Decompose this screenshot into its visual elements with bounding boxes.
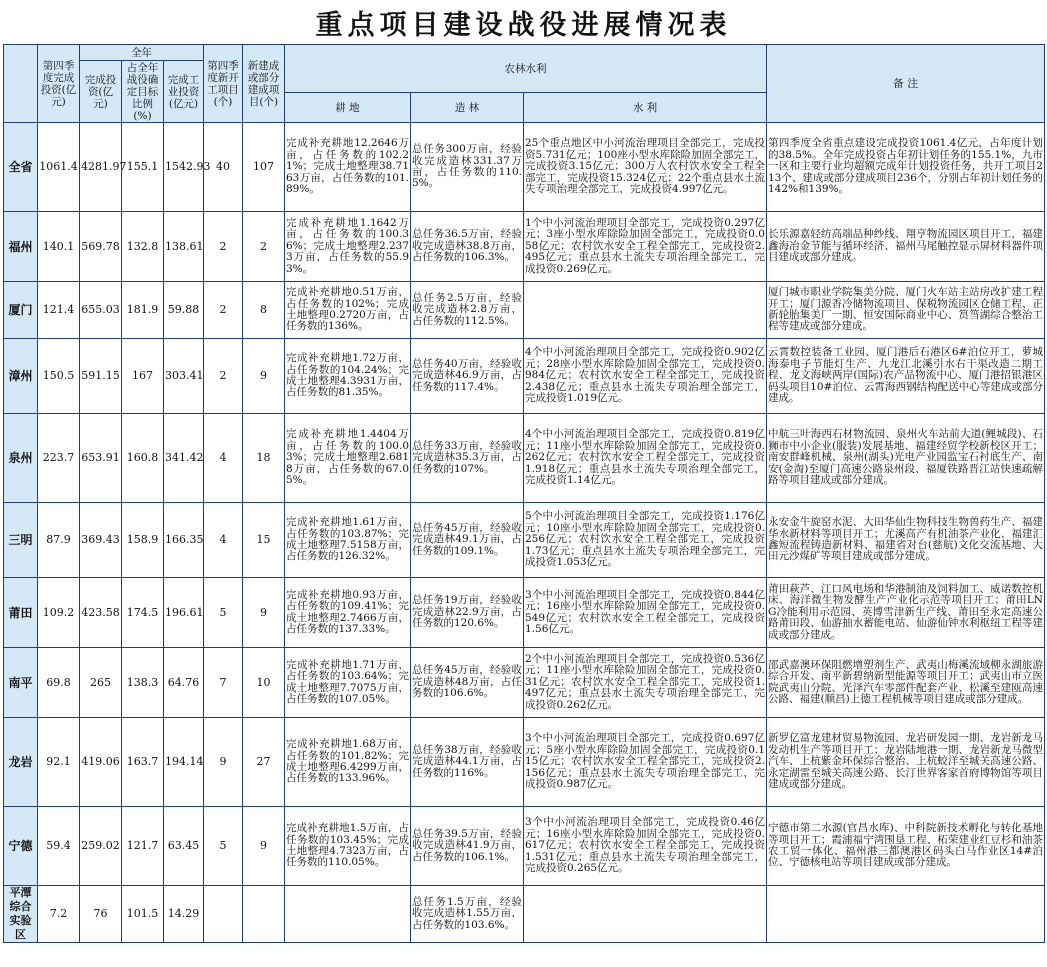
farmland-cell: 完成补充耕地1.68万亩，占任务数的101.82%；完成土地整理6.4299万亩，占任务数的133.96%。: [285, 718, 411, 807]
q4-new-cell: 2: [204, 282, 243, 339]
q4-invest-cell: 92.1: [38, 718, 80, 807]
completed-cell: 15: [243, 503, 285, 578]
q4-new-cell: 4: [204, 414, 243, 503]
q4-invest-cell: 7.2: [38, 886, 80, 943]
completed-cell: 8: [243, 282, 285, 339]
year-invest-cell: 4281.97: [80, 123, 122, 212]
remark-cell: 长乐源嘉轻纺高端品种纱线、翔亨物流园区项目开工，福建鑫海冶金节能与循环经济、福州马尾触控显示屏材料器件项目建成或部分建成。: [767, 212, 1045, 282]
water-cell: [524, 282, 767, 339]
water-cell: 1个中小河流治理项目全部完工，完成投资0.297亿元；3座小型水库除险加固全部完工，完成投资0.058亿元；农村饮水安全工程全部完工，完成投资2.495亿元；重点县水土流失专项治理全部完工，完成投资0.269亿元。: [524, 212, 767, 282]
water-cell: 3个中小河流治理项目全部完工，完成投资0.844亿元；16座小型水库除险加固全部完工，完成投资0.549亿元；农村饮水安全工程全部完工，完成投资1.56亿元。: [524, 578, 767, 648]
farmland-cell: 完成补充耕地1.61万亩，占任务数的103.87%；完成土地整理7.5158万亩，占任务数的126.32%。: [285, 503, 411, 578]
q4-invest-cell: 1061.4: [38, 123, 80, 212]
remark-cell: 永安金牛旋窑水泥、大田华仙生物科技生物兽药生产、福建华水新材料等项目开工；尤溪高产有机油茶产业化、福建汇鑫短流程铸造新材料、福建省对台(慈航)文化交流基地、大田元沙煤矿等项目建成或部分建成。: [767, 503, 1045, 578]
ratio-cell: 121.7: [122, 807, 164, 886]
q4-invest-cell: 69.8: [38, 648, 80, 718]
remark-cell: 厦门城市职业学院集美分院、厦门火车站主站房改扩建工程开工；厦门源香冷储物流项目、保税物流园区仓储工程、正新轮胎集美厂一期、恒安国际商业中心、筼筜湖综合整治工程等建成或部分建成。: [767, 282, 1045, 339]
table-row: [4, 414, 1045, 503]
q4-new-cell: 4: [204, 503, 243, 578]
ratio-cell: 101.5: [122, 886, 164, 943]
q4-new-cell: 7: [204, 648, 243, 718]
q4-invest-cell: 87.9: [38, 503, 80, 578]
ratio-cell: 132.8: [122, 212, 164, 282]
table-row: [4, 282, 1045, 339]
region-header: [4, 45, 38, 123]
forest-cell: 总任务39.5万亩，经验收完成造林41.9万亩，占任务数的106.1%。: [411, 807, 524, 886]
completed-cell: 9: [243, 578, 285, 648]
table-body: [4, 123, 1045, 943]
water-header: 水 利: [524, 93, 767, 123]
region-cell: 平潭综合实验区: [4, 886, 38, 943]
completed-cell: 18: [243, 414, 285, 503]
table-row: [4, 578, 1045, 648]
q4-new-header: 第四季度新开工项目(个): [204, 45, 243, 123]
table-row: [4, 886, 1045, 943]
remark-cell: 莆田萩芦、江口风电场和华港制油及饲料加工、威诺数控机床、海洋微生物发酵生产产业化示范等项目开工；莆田LNG冷能利用示范园、英博雪津新生产线、莆田至永定高速公路莆田段、仙游抽水蓄能电站、仙游仙钟水利枢纽工程等建成或部分建成。: [767, 578, 1045, 648]
remark-cell: 第四季度全省重点建设完成投资1061.4亿元，占年度计划的38.5%。全年完成投资占年初计划任务的155.1%，九市一区和主要行业均超额完成年计划投资任务，共开工项目213个、建成或部分建成项目236个，分别占年初计划任务的142%和139%。: [767, 123, 1045, 212]
water-cell: 4个中小河流治理项目全部完工，完成投资0.819亿元；11座小型水库除险加固全部完工，完成投资0.262亿元；农村饮水安全工程全部完工，完成投资1.918亿元；重点县水土流失专项治理全部完工，完成投资1.14亿元。: [524, 414, 767, 503]
forest-cell: 总任务38万亩，经验收完成造林44.1万亩，占任务数的116%。: [411, 718, 524, 807]
completed-cell: 2: [243, 212, 285, 282]
forest-cell: 总任务1.5万亩，经验收完成造林1.55万亩，占任务数的103.6%。: [411, 886, 524, 943]
industrial-cell: 59.88: [164, 282, 204, 339]
year-invest-cell: 653.91: [80, 414, 122, 503]
q4-new-cell: [204, 886, 243, 943]
table-row: [4, 123, 1045, 212]
region-cell: 厦门: [4, 282, 38, 339]
forest-header: 造 林: [411, 93, 524, 123]
region-cell: 龙岩: [4, 718, 38, 807]
industrial-cell: 64.76: [164, 648, 204, 718]
forest-cell: 总任务33万亩，经验收完成造林35.3万亩，占任务数的107%。: [411, 414, 524, 503]
full-year-header: 全年: [80, 45, 204, 61]
water-cell: 25个重点地区中小河流治理项目全部完工，完成投资5.731亿元；100座小型水库除险加固全部完工，完成投资3.15亿元；300万人农村饮水安全工程全部完工，完成投资15.324亿元；22个重点县水土流失专项治理全部完工，完成投资4.997亿元。: [524, 123, 767, 212]
farmland-cell: 完成补充耕地12.2646万亩，占任务数的102.21%；完成土地整理38.7163万亩，占任务数的101.89%。: [285, 123, 411, 212]
q4-invest-cell: 109.2: [38, 578, 80, 648]
ratio-cell: 181.9: [122, 282, 164, 339]
remark-cell: [767, 886, 1045, 943]
q4-invest-cell: 140.1: [38, 212, 80, 282]
farmland-cell: 完成补充耕地1.4404万亩，占任务数的100.03%；完成土地整理2.6818万亩，占任务数的67.05%。: [285, 414, 411, 503]
forest-cell: 总任务19万亩，经验收完成造林22.9万亩，占任务数的120.6%。: [411, 578, 524, 648]
year-invest-cell: 76: [80, 886, 122, 943]
q4-new-cell: 2: [204, 339, 243, 414]
water-cell: 3个中小河流治理项目全部完工，完成投资0.46亿元；16座小型水库除险加固全部完工，完成投资0.617亿元；农村饮水安全工程全部完工，完成投资1.531亿元；重点县水土流失专项治理全部完工，完成投资0.265亿元。: [524, 807, 767, 886]
q4-new-cell: 5: [204, 578, 243, 648]
industrial-cell: 14.29: [164, 886, 204, 943]
ratio-cell: 138.3: [122, 648, 164, 718]
ratio-cell: 160.8: [122, 414, 164, 503]
water-cell: 4个中小河流治理项目全部完工，完成投资0.902亿元；28座小型水库除险加固全部完工，完成投资0.984亿元；农村饮水安全工程全部完工，完成投资2.438亿元；重点县水土流失专项治理全部完工，完成投资1.019亿元。: [524, 339, 767, 414]
water-cell: [524, 886, 767, 943]
year-invest-cell: 369.43: [80, 503, 122, 578]
table-row: [4, 648, 1045, 718]
industrial-cell: 166.35: [164, 503, 204, 578]
forest-cell: 总任务2.5万亩，经验收完成造林2.8万亩，占任务数的112.5%。: [411, 282, 524, 339]
ratio-cell: 155.1: [122, 123, 164, 212]
completed-cell: [243, 886, 285, 943]
ratio-cell: 167: [122, 339, 164, 414]
q4-invest-header: 第四季度完成投资(亿元): [38, 45, 80, 123]
remark-cell: 新罗亿富龙建材贸易物流园、龙岩研发园一期、龙岩新龙马发动机生产等项目开工；龙岩陆地港一期、龙岩新龙马微型汽车、上杭紫金环保综合整治、上杭蛟洋至城关高速公路、永定湖雷至城关高速公路、长汀世界客家首府博物馆等项目建成或部分建成。: [767, 718, 1045, 807]
remarks-header: 备 注: [767, 45, 1045, 123]
farmland-cell: 完成补充耕地1.72万亩，占任务数的104.24%；完成土地整理4.3931万亩，占任务数的81.35%。: [285, 339, 411, 414]
year-invest-cell: 265: [80, 648, 122, 718]
progress-table: [3, 44, 1045, 943]
industrial-cell: 138.61: [164, 212, 204, 282]
table-row: [4, 503, 1045, 578]
table-row: [4, 212, 1045, 282]
forest-cell: 总任务40万亩，经验收完成造林46.9万亩，占任务数的117.4%。: [411, 339, 524, 414]
q4-new-cell: 5: [204, 807, 243, 886]
region-cell: 福州: [4, 212, 38, 282]
completed-cell: 107: [243, 123, 285, 212]
water-cell: 2个中小河流治理项目全部完工，完成投资0.536亿元；11座小型水库除险加固全部完工，完成投资0.31亿元；农村饮水安全工程全部完工，完成投资1.497亿元；重点县水土流失专项治理全部完工，完成投资0.262亿元。: [524, 648, 767, 718]
industrial-cell: 194.14: [164, 718, 204, 807]
q4-invest-cell: 59.4: [38, 807, 80, 886]
farmland-cell: 完成补充耕地1.1642万亩，占任务数的100.36%；完成土地整理2.2373万亩，占任务数的55.93%。: [285, 212, 411, 282]
forest-cell: 总任务300万亩，经验收完成造林331.37万亩，占任务数的110.5%。: [411, 123, 524, 212]
industrial-cell: 1542.93: [164, 123, 204, 212]
q4-new-cell: 9: [204, 718, 243, 807]
forest-cell: 总任务45万亩，经验收完成造林48万亩，占任务数的106.6%。: [411, 648, 524, 718]
q4-invest-cell: 223.7: [38, 414, 80, 503]
region-cell: 泉州: [4, 414, 38, 503]
table-row: [4, 718, 1045, 807]
ratio-cell: 158.9: [122, 503, 164, 578]
q4-invest-cell: 150.5: [38, 339, 80, 414]
farmland-cell: 完成补充耕地0.93万亩，占任务数的109.41%；完成土地整理2.7466万亩，占任务数的137.33%。: [285, 578, 411, 648]
industrial-cell: 63.45: [164, 807, 204, 886]
industrial-cell: 196.61: [164, 578, 204, 648]
water-cell: 5个中小河流治理项目全部完工，完成投资1.176亿元；10座小型水库除险加固全部完工，完成投资0.256亿元；农村饮水安全工程全部完工，完成投资1.73亿元；重点县水土流失专项治理全部完工，完成投资1.053亿元。: [524, 503, 767, 578]
year-invest-cell: 259.02: [80, 807, 122, 886]
remark-cell: 邵武嘉澳环保阻燃增塑剂生产、武夷山梅溪流域柳永湖旅游综合开发、南平新碧纳新型能源等项目开工；武夷山市立医院武夷山分院、光泽汽车零部件配套产业、松溪至建瓯高速公路、福建(顺昌)上德工程机械等项目建成或部分建成。: [767, 648, 1045, 718]
q4-new-cell: 40: [204, 123, 243, 212]
table-row: [4, 339, 1045, 414]
page-title: 重点项目建设战役进展情况表: [315, 9, 732, 41]
region-cell: 莆田: [4, 578, 38, 648]
completed-cell: 9: [243, 339, 285, 414]
ratio-header: 占全年战役确定目标比例(%): [122, 61, 164, 123]
farmland-header: 耕 地: [285, 93, 411, 123]
region-cell: 宁德: [4, 807, 38, 886]
remark-cell: 云霄数控装备工业园、厦门港后石港区6#泊位开工，萝城海泰电子节能灯生产、九龙江北溪引水右干渠改造二期工程、龙文海峡两岸(国际)农产品物流中心、厦门港招银港区码头项目10#泊位、云霄海西钢结构配送中心等建成或部分建成。: [767, 339, 1045, 414]
table-row: [4, 807, 1045, 886]
industrial-cell: 341.42: [164, 414, 204, 503]
forest-cell: 总任务45万亩，经验收完成造林49.1万亩，占任务数的109.1%。: [411, 503, 524, 578]
year-invest-cell: 591.15: [80, 339, 122, 414]
completed-header: 新建成或部分建成项目(个): [243, 45, 285, 123]
remark-cell: 宁德市第二水源(官昌水库)、中科院新技术孵化与转化基地等项目开工；霞浦福宁湾围垦工程、柘荣建业红豆杉和油茶农工贸一体化、福州港三都澳港区码头白马作业区14#泊位、宁德核电站等项目建成或部分建成。: [767, 807, 1045, 886]
ratio-cell: 174.5: [122, 578, 164, 648]
year-invest-cell: 655.03: [80, 282, 122, 339]
farmland-cell: 完成补充耕地0.51万亩，占任务数的102%；完成土地整理0.2720万亩，占任务数的136%。: [285, 282, 411, 339]
completed-cell: 27: [243, 718, 285, 807]
year-invest-cell: 423.58: [80, 578, 122, 648]
year-invest-header: 完成投资(亿元): [80, 61, 122, 123]
q4-new-cell: 2: [204, 212, 243, 282]
remark-cell: 中航三叶海西石材物流园、泉州火车站前大道(鲤城段)、石狮市中小企业(服装)发展基地、福建经贸学校新校区开工；南安群峰机械、泉州(湖头)光电产业园监宝石衬底生产、南安(金淘)至厦门高速公路泉州段、福厦铁路晋江站快速疏解路等项目建成或部分建成。: [767, 414, 1045, 503]
region-cell: 三明: [4, 503, 38, 578]
region-cell: 南平: [4, 648, 38, 718]
region-cell: 全省: [4, 123, 38, 212]
farmland-cell: [285, 886, 411, 943]
region-cell: 漳州: [4, 339, 38, 414]
completed-cell: 9: [243, 807, 285, 886]
completed-cell: 10: [243, 648, 285, 718]
agri-header: 农林水利: [285, 45, 767, 93]
industrial-header: 完成工业投资(亿元): [164, 61, 204, 123]
ratio-cell: 163.7: [122, 718, 164, 807]
farmland-cell: 完成补充耕地1.5万亩，占任务数的103.45%；完成土地整理4.7323万亩，占任务数的110.05%。: [285, 807, 411, 886]
farmland-cell: 完成补充耕地1.71万亩，占任务数的103.64%；完成土地整理7.7075万亩，占任务数的107.05%。: [285, 648, 411, 718]
year-invest-cell: 569.78: [80, 212, 122, 282]
forest-cell: 总任务36.5万亩，经验收完成造林38.8万亩，占任务数的106.3%。: [411, 212, 524, 282]
q4-invest-cell: 121.4: [38, 282, 80, 339]
water-cell: 3个中小河流治理项目全部完工，完成投资0.697亿元；5座小型水库除险加固全部完工，完成投资0.115亿元；农村饮水安全工程全部完工，完成投资2.156亿元；重点县水土流失专项治理全部完工，完成投资0.987亿元。: [524, 718, 767, 807]
year-invest-cell: 419.06: [80, 718, 122, 807]
industrial-cell: 303.41: [164, 339, 204, 414]
